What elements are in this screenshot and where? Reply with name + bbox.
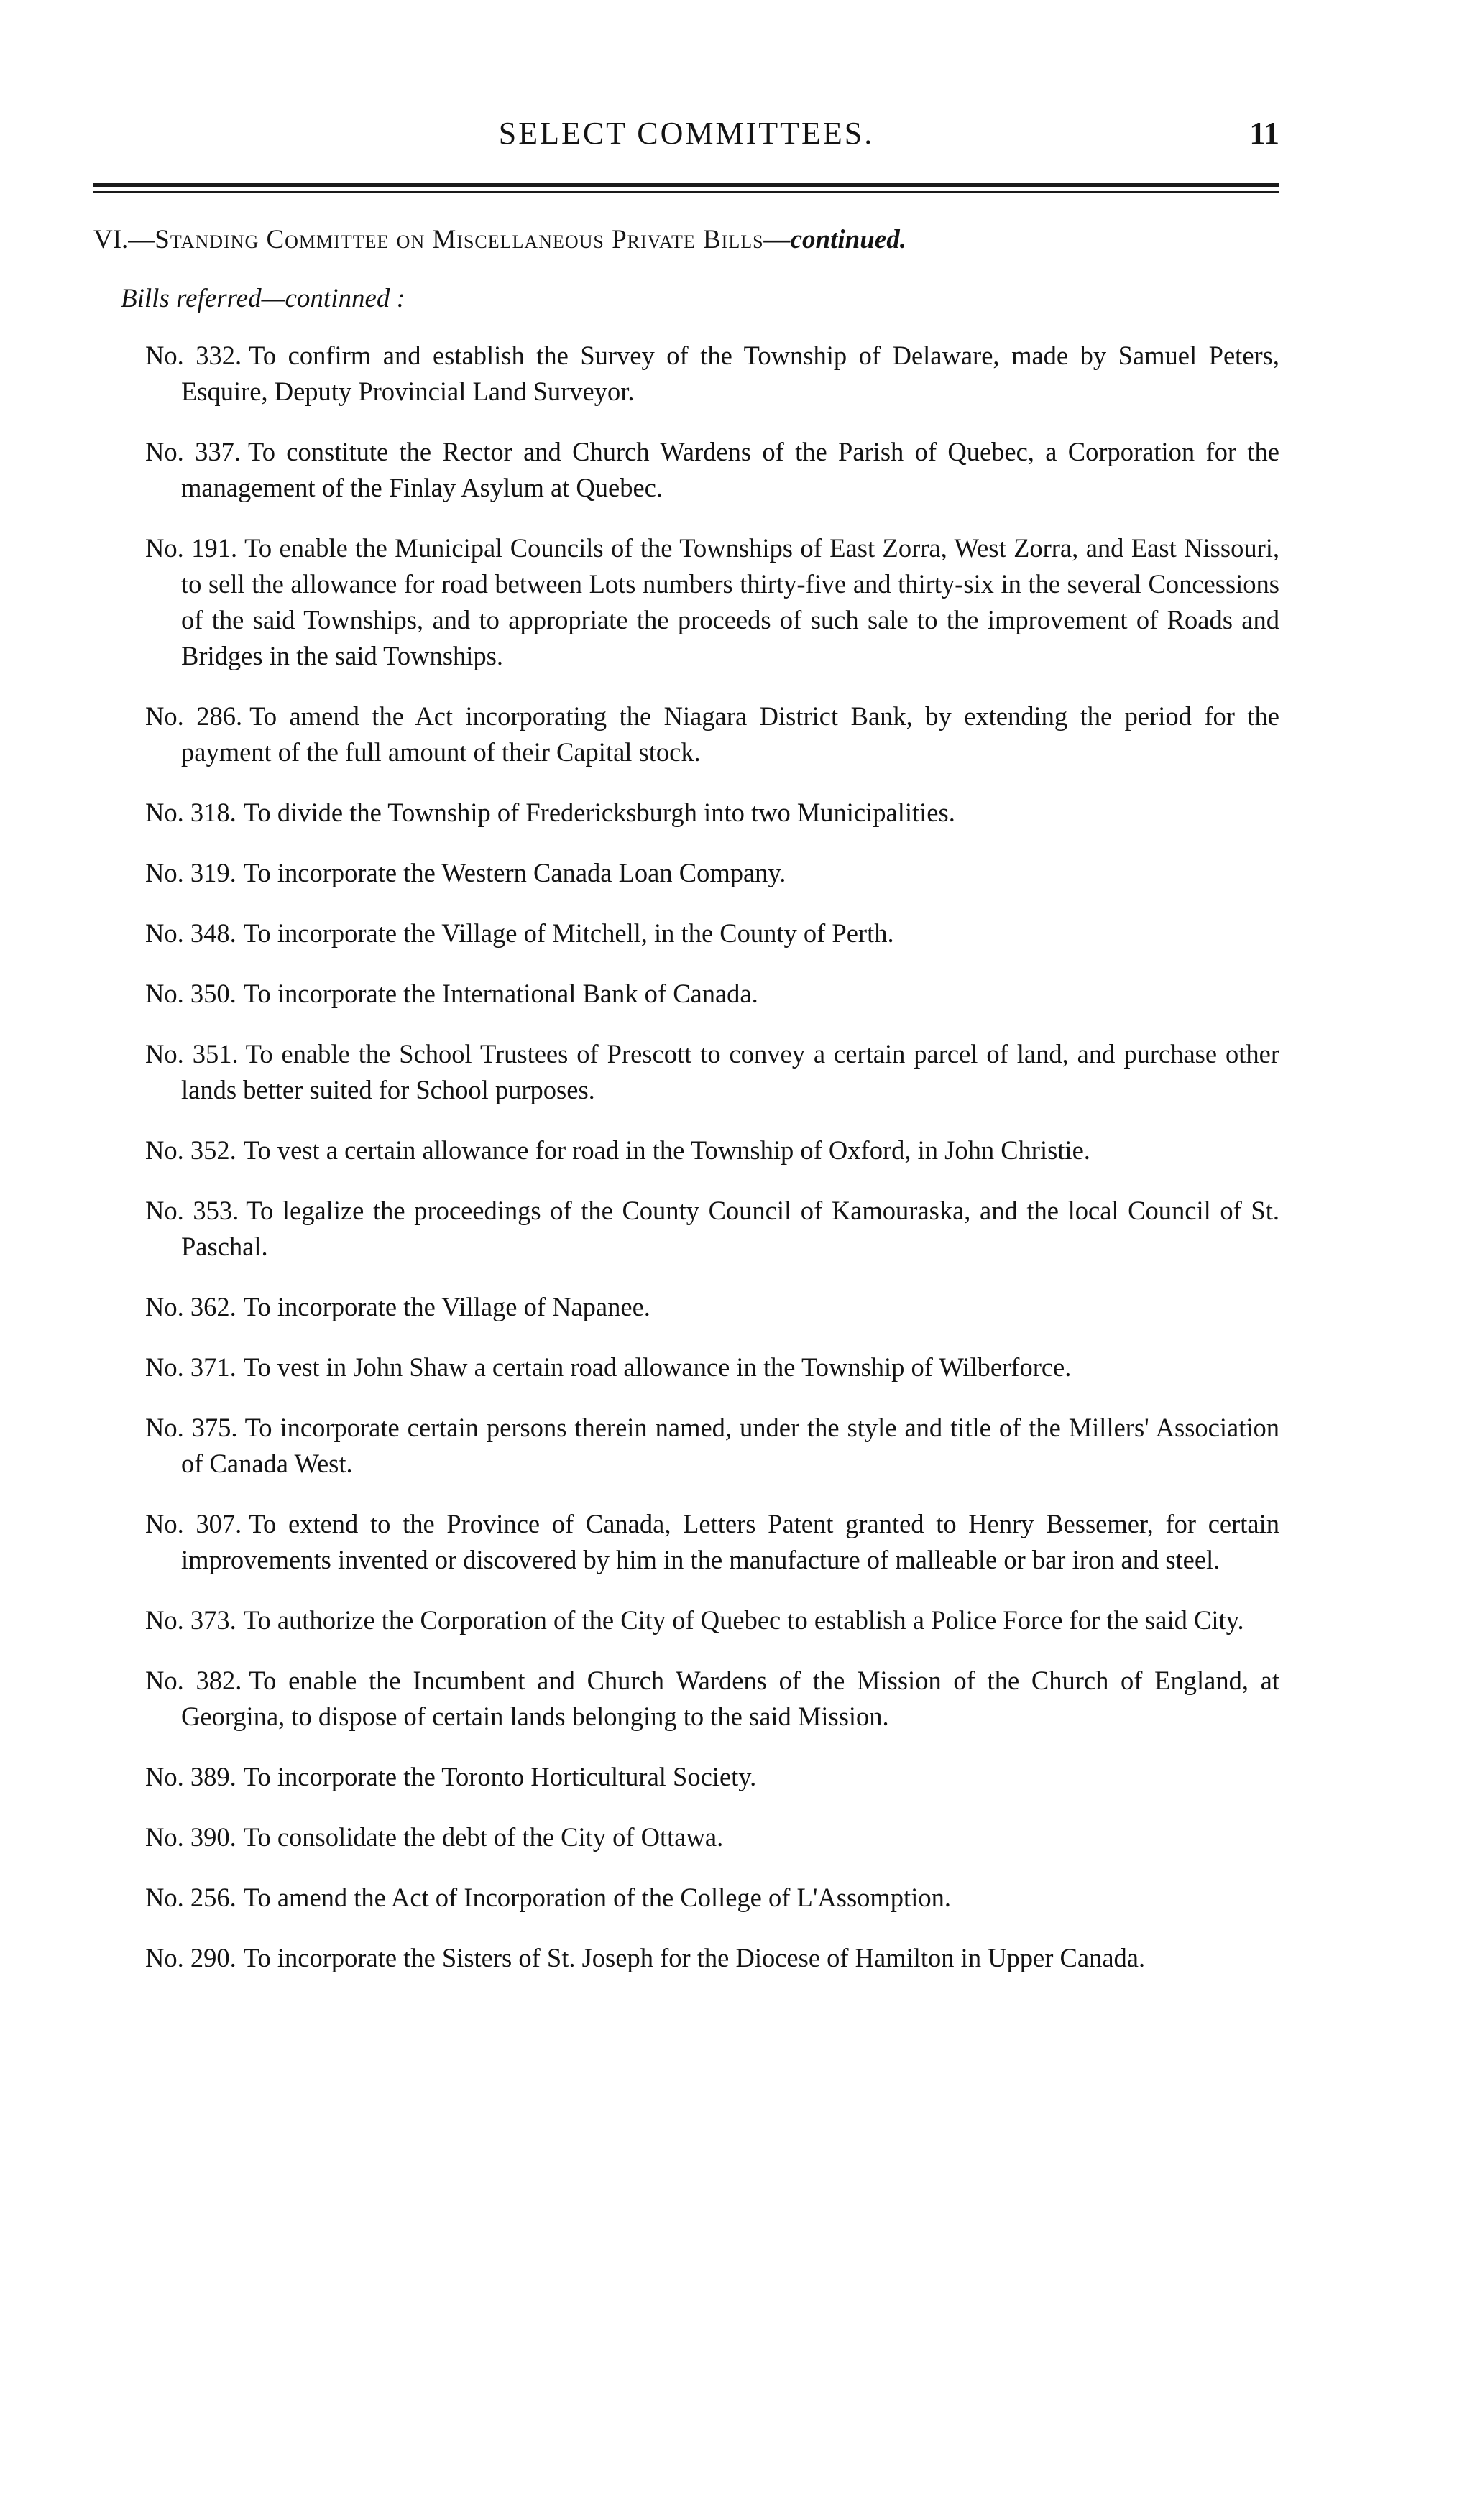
bill-title: To incorporate the Toronto Horticultural Society. [243, 1762, 757, 1791]
bill-number: No. 290. [145, 1943, 236, 1972]
bill-number: No. 332. [145, 341, 242, 370]
page-number: 11 [1249, 116, 1279, 151]
bill-number: No. 307. [145, 1509, 242, 1538]
bill-item [145, 434, 1279, 506]
bill-item [145, 1759, 1279, 1795]
bill-item [145, 1940, 1279, 1976]
bill-list [145, 338, 1279, 2000]
bill-item [145, 795, 1279, 831]
bill-title: To vest in John Shaw a certain road allowance in the Township of Wilberforce. [243, 1352, 1072, 1382]
bill-title: To incorporate certain persons therein named, under the style and title of the Millers' Association of Canada West. [181, 1413, 1279, 1478]
bill-item [145, 855, 1279, 891]
bill-title: To enable the School Trustees of Prescott to convey a certain parcel of land, and purchase other lands better suited for School purposes. [181, 1039, 1280, 1104]
bill-number: No. 351. [145, 1039, 239, 1069]
bill-title: To incorporate the International Bank of Canada. [243, 979, 758, 1008]
bills-referred-heading: Bills referred—continned : [121, 284, 405, 313]
bill-title: To amend the Act incorporating the Niagara District Bank, by extending the period for the payment of the full amount of their Capital stock. [181, 701, 1279, 767]
bill-item [145, 1349, 1279, 1385]
bill-title: To enable the Municipal Councils of the Townships of East Zorra, West Zorra, and East Nissouri, to sell the allowance for road between Lots numbers thirty-five and thirty-six in the several Concessions of the said Townships, and to appropriate the proceeds of such sale to the improvement of Roads and Bridges in the said Townships. [181, 533, 1280, 670]
bill-title: To constitute the Rector and Church Wardens of the Parish of Quebec, a Corporation for the management of the Finlay Asylum at Quebec. [181, 437, 1280, 502]
bill-item [145, 1036, 1279, 1108]
bill-number: No. 337. [145, 437, 241, 466]
bill-number: No. 256. [145, 1883, 236, 1912]
bill-title: To authorize the Corporation of the City of Quebec to establish a Police Force for the said City. [243, 1605, 1244, 1635]
bill-number: No. 353. [145, 1196, 239, 1225]
bill-number: No. 373. [145, 1605, 236, 1635]
section-title: Standing Committee on Miscellaneous Private Bills [155, 225, 764, 254]
bill-number: No. 390. [145, 1822, 236, 1852]
bill-number: No. 348. [145, 918, 236, 948]
bill-title: To incorporate the Village of Mitchell, in the County of Perth. [243, 918, 894, 948]
running-title: SELECT COMMITTEES. [498, 116, 875, 151]
bill-title: To consolidate the debt of the City of Ottawa. [243, 1822, 724, 1852]
header-rule-thin [93, 191, 1279, 193]
bill-item [145, 915, 1279, 951]
bill-title: To vest a certain allowance for road in the Township of Oxford, in John Christie. [243, 1135, 1090, 1165]
section-heading [93, 224, 906, 255]
bill-item [145, 1602, 1279, 1638]
bill-number: No. 319. [145, 858, 236, 887]
bill-item [145, 1819, 1279, 1855]
bill-title: To amend the Act of Incorporation of the College of L'Assomption. [243, 1883, 951, 1912]
section-number: VI.— [93, 225, 155, 254]
section-continued: —continued. [763, 225, 906, 254]
bill-number: No. 375. [145, 1413, 238, 1442]
bill-title: To incorporate the Village of Napanee. [243, 1292, 650, 1321]
bill-item [145, 1193, 1279, 1265]
bill-number: No. 318. [145, 798, 236, 827]
bill-number: No. 286. [145, 701, 243, 731]
bill-number: No. 352. [145, 1135, 236, 1165]
bill-item [145, 338, 1279, 410]
bill-title: To divide the Township of Fredericksburgh into two Municipalities. [243, 798, 955, 827]
bill-item [145, 1880, 1279, 1916]
running-head [93, 115, 1279, 158]
bill-number: No. 362. [145, 1292, 236, 1321]
bill-title: To incorporate the Sisters of St. Joseph for the Diocese of Hamilton in Upper Canada. [243, 1943, 1146, 1972]
header-rule-thick [93, 183, 1279, 187]
bill-item [145, 530, 1279, 674]
bill-number: No. 371. [145, 1352, 236, 1382]
bill-title: To incorporate the Western Canada Loan Company. [243, 858, 786, 887]
bill-number: No. 389. [145, 1762, 236, 1791]
bill-title: To extend to the Province of Canada, Letters Patent granted to Henry Bessemer, for certain improvements invented or discovered by him in the manufacture of malleable or bar iron and steel. [181, 1509, 1280, 1574]
bill-item [145, 1289, 1279, 1325]
bill-title: To confirm and establish the Survey of the Township of Delaware, made by Samuel Peters, Esquire, Deputy Provincial Land Surveyor. [181, 341, 1279, 406]
bill-number: No. 191. [145, 533, 238, 563]
bill-item [145, 1132, 1279, 1168]
bill-item [145, 976, 1279, 1012]
bill-item [145, 1663, 1279, 1735]
bill-number: No. 382. [145, 1666, 242, 1695]
bill-number: No. 350. [145, 979, 236, 1008]
bill-item [145, 1410, 1279, 1482]
bill-title: To enable the Incumbent and Church Wardens of the Mission of the Church of England, at Georgina, to dispose of certain lands belonging to the said Mission. [181, 1666, 1280, 1731]
bill-title: To legalize the proceedings of the County Council of Kamouraska, and the local Council of St. Paschal. [181, 1196, 1279, 1261]
bill-item [145, 1506, 1279, 1578]
bill-item [145, 698, 1279, 770]
